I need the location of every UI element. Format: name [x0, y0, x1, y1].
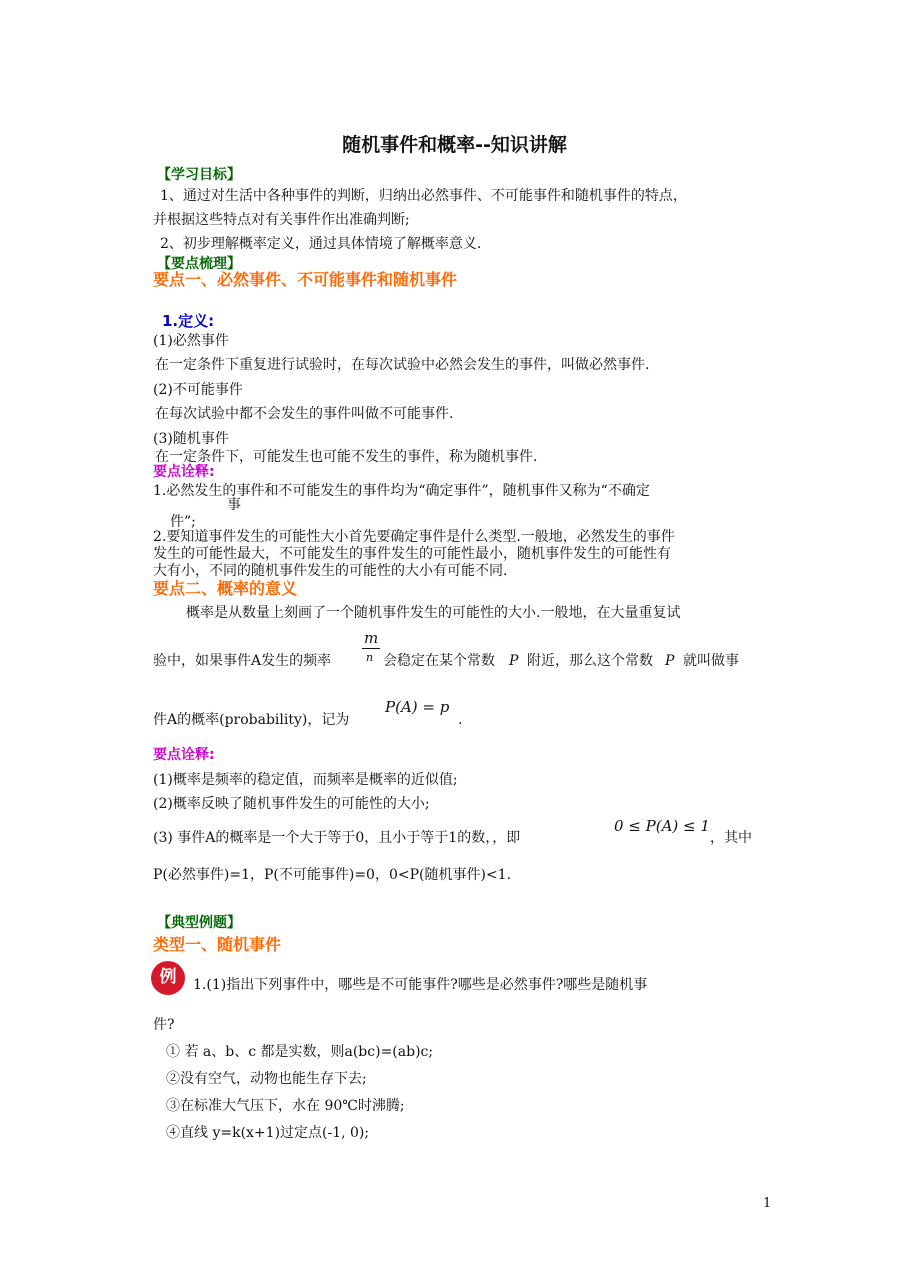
- example-item-2: ②没有空气，动物也能生存下去;: [166, 1071, 367, 1087]
- point2-note-3a: (3) 事件A的概率是一个大于等于0，且小于等于1的数，，即: [153, 830, 521, 846]
- item2-text: 在每次试验中都不会发生的事件叫做不可能事件.: [155, 406, 454, 422]
- example-item-4: ④直线 y=k(x+1)过定点(-1, 0);: [166, 1125, 370, 1141]
- objective-line-3: 2、初步理解概率定义，通过具体情境了解概率意义.: [160, 236, 482, 252]
- note2-line-2: 发生的可能性最大，不可能发生的事件发生的可能性最小，随机事件发生的可能性有: [153, 546, 671, 562]
- point2-note-2: (2)概率反映了随机事件发生的可能性的大小;: [153, 796, 430, 812]
- point2-note-3-line-2: P(必然事件)=1，P(不可能事件)=0，0<P(随机事件)<1.: [153, 867, 512, 883]
- type1-heading: 类型一、随机事件: [153, 935, 282, 954]
- point2-note-label: 要点诠释:: [153, 747, 215, 763]
- probability-formula: P(A) = p: [385, 698, 450, 716]
- note1-line-2: 件”;: [170, 514, 196, 530]
- point2-note-3b: ，其中: [710, 830, 752, 846]
- objective-line-2: 并根据这些特点对有关事件作出准确判断;: [153, 212, 410, 228]
- example-badge-icon: 例: [151, 961, 185, 995]
- page-title: 随机事件和概率--知识讲解: [342, 134, 567, 156]
- examples-header: 【典型例题】: [157, 915, 241, 931]
- item1-label: (1)必然事件: [153, 333, 229, 349]
- point1-heading: 要点一、必然事件、不可能事件和随机事件: [153, 270, 458, 289]
- note1-overflow-char: 事: [227, 497, 241, 513]
- point2-heading: 要点二、概率的意义: [153, 579, 298, 598]
- probability-para-line-2d: 就叫做事: [683, 653, 739, 669]
- item3-text: 在一定条件下，可能发生也可能不发生的事件，称为随机事件.: [155, 449, 538, 465]
- probability-para-line-3a: 件A的概率(probability)，记为: [153, 712, 350, 728]
- probability-para-line-2c: 附近，那么这个常数: [527, 653, 653, 669]
- example-question-line-2: 件?: [153, 1017, 175, 1033]
- frequency-denominator: n: [366, 651, 374, 664]
- probability-para-line-3b: .: [458, 712, 463, 728]
- probability-para-line-2b: 会稳定在某个常数: [383, 653, 495, 669]
- constant-p-1: P: [509, 653, 519, 669]
- example-question-line-1: 1.(1)指出下列事件中，哪些是不可能事件?哪些是必然事件?哪些是随机事: [193, 977, 648, 993]
- note2-line-1: 2.要知道事件发生的可能性大小首先要确定事件是什么类型.一般地，必然发生的事件: [153, 529, 675, 545]
- example-item-3: ③在标准大气压下，水在 90℃时沸腾;: [166, 1098, 405, 1114]
- item3-label: (3)随机事件: [153, 431, 229, 447]
- definition-label: 1.定义:: [162, 312, 215, 330]
- fraction-bar: [362, 648, 380, 649]
- objectives-header: 【学习目标】: [157, 167, 241, 183]
- item2-label: (2)不可能事件: [153, 382, 243, 398]
- probability-range-formula: 0 ≤ P(A) ≤ 1: [614, 817, 710, 835]
- point2-note-1: (1)概率是频率的稳定值，而频率是概率的近似值;: [153, 772, 458, 788]
- summary-header: 【要点梳理】: [157, 256, 241, 272]
- page-number: 1: [763, 1196, 772, 1211]
- probability-para-line-1: 概率是从数量上刻画了一个随机事件发生的可能性的大小.一般地，在大量重复试: [186, 605, 681, 621]
- probability-para-line-2a: 验中，如果事件A发生的频率: [153, 653, 332, 669]
- frequency-numerator: m: [364, 629, 379, 647]
- item1-text: 在一定条件下重复进行试验时，在每次试验中必然会发生的事件，叫做必然事件.: [155, 357, 650, 373]
- point1-note-label: 要点诠释:: [153, 464, 215, 480]
- note2-line-3: 大有小，不同的随机事件发生的可能性的大小有可能不同.: [153, 563, 508, 579]
- note1-line-1: 1.必然发生的事件和不可能发生的事件均为“确定事件”，随机事件又称为“不确定: [153, 483, 650, 499]
- objective-line-1: 1、通过对生活中各种事件的判断，归纳出必然事件、不可能事件和随机事件的特点，: [160, 188, 687, 204]
- example-item-1: ① 若 a、b、c 都是实数，则a(bc)=(ab)c;: [166, 1044, 434, 1060]
- constant-p-2: P: [665, 653, 675, 669]
